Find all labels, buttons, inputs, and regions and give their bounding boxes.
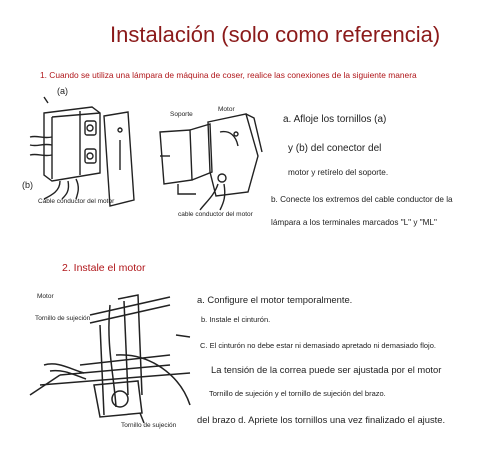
step2-text-a: a. Configure el motor temporalmente.: [197, 294, 353, 305]
step2-text-e: Tornillo de sujeción y el tornillo de sujeción del brazo.: [209, 389, 386, 398]
label-b: (b): [22, 180, 33, 190]
label-tornillo-top: Tornillo de sujeción: [35, 315, 91, 322]
step1-text-b1: y (b) del conector del: [288, 143, 382, 154]
step2-heading: 2. Instale el motor: [62, 262, 146, 274]
step1-heading: 1. Cuando se utiliza una lámpara de máquina de coser, realice las conexiones de la siguiente manera: [40, 70, 417, 80]
label-motor-1: Motor: [218, 106, 235, 113]
mounting-plate-illustration: [98, 110, 138, 210]
motor-support-illustration: [150, 112, 265, 212]
label-a: (a): [57, 86, 68, 96]
label-cable-motor: Cable conductor del motor: [38, 198, 115, 205]
label-soporte: Soporte: [170, 111, 193, 118]
step2-text-c: C. El cinturón no debe estar ni demasiado apretado ni demasiado flojo.: [200, 341, 436, 350]
label-tornillo-bottom: Tornillo de sujeción: [121, 422, 177, 429]
step2-text-d: La tensión de la correa puede ser ajustada por el motor: [211, 364, 442, 375]
step1-text-c2: lámpara a los terminales marcados "L" y "ML": [271, 218, 437, 227]
page-title: Instalación (solo como referencia): [110, 22, 441, 47]
step2-text-b: b. Instale el cinturón.: [201, 315, 271, 324]
label-cable-motor-2: cable conductor del motor: [178, 211, 253, 218]
step1-text-b2: motor y retírelo del soporte.: [288, 168, 389, 177]
label-motor-2: Motor: [37, 293, 54, 300]
step1-text-a: a. Afloje los tornillos (a): [283, 114, 387, 125]
step1-text-c1: b. Conecte los extremos del cable conductor de la: [271, 195, 453, 204]
step2-text-f: del brazo d. Apriete los tornillos una vez finalizado el ajuste.: [197, 414, 446, 425]
